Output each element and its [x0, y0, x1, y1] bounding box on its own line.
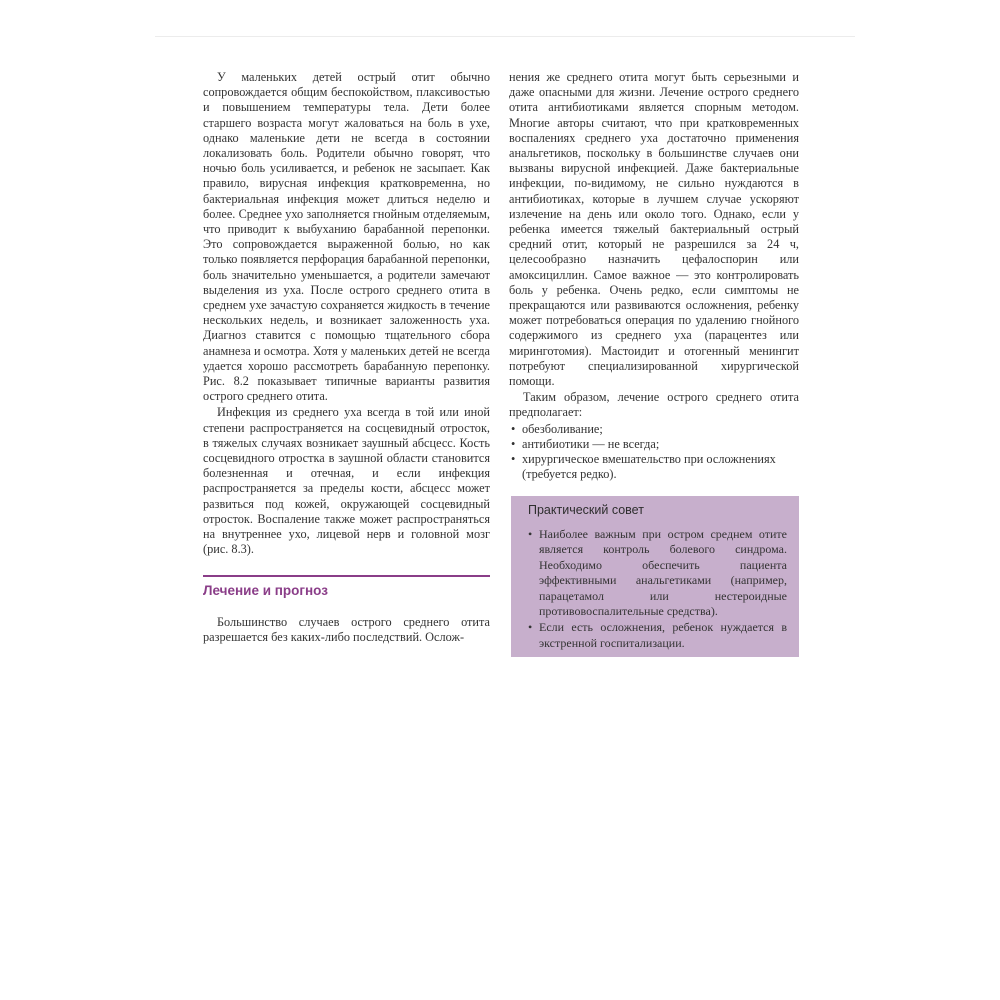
advice-item: • Наиболее важным при остром среднем отите является контроль болевого синдрома. Необходимо обеспечить пациента эффективными анальгетиками (например, парацетамол или нестероидные противовоспалительные средства). — [528, 527, 787, 619]
practical-advice-box — [511, 496, 799, 657]
advice-list — [528, 527, 787, 651]
paragraph-complications: Инфекция из среднего уха всегда в той или иной степени распространяется на сосцевидный отросток, в тяжелых случаях возникает заушный абсцесс. Кость сосцевидного отростка в заушной области становится болезненная и отечная, и если инфекция распространяется за пределы кости, абсцесс может развиться под кожей, окружающей сосцевидный отросток. Воспаление также может распространяться на внутреннее ухо, лицевой нерв и головной мозг (рис. 8.3). — [203, 405, 490, 557]
left-column — [203, 70, 490, 645]
list-item: • антибиотики — не всегда; — [509, 437, 799, 452]
list-item: • обезболивание; — [509, 422, 799, 437]
list-item: • хирургическое вмешательство при осложнениях (требуется редко). — [509, 452, 799, 482]
treatment-list — [509, 422, 799, 483]
paragraph-symptoms: У маленьких детей острый отит обычно сопровождается общим беспокойством, плаксивостью и повышением температуры тела. Дети более старшего возраста могут жаловаться на боль в ухе, однако маленькие дети не всегда в состоянии локализовать боль. Родители обычно говорят, что ночью боль усиливается, и ребенок не засыпает. Как правило, вирусная инфекция кратковременна, но бактериальная инфекция может длиться неделю и более. Среднее ухо заполняется гнойным отделяемым, что приводит к выбуханию барабанной перепонки. Это сопровождается выраженной болью, но как только появляется перфорация барабанной перепонки, боль значительно уменьшается, а родители замечают выделения из уха. После острого среднего отита в среднем ухе зачастую сохраняется жидкость в течение нескольких недель, и возникает заложенность уха. Диагноз ставится с помощью тщательного сбора анамнеза и осмотра. Хотя у маленьких детей не всегда удается хорошо рассмотреть барабанную перепонку. Рис. 8.2 показывает типичные варианты развития острого среднего отита. — [203, 70, 490, 404]
advice-title: Практический совет — [528, 503, 644, 517]
advice-item: • Если есть осложнения, ребенок нуждается в экстренной госпитализации. — [528, 620, 787, 651]
paragraph-treatment-summary: Таким образом, лечение острого среднего отита предполагает: — [509, 390, 799, 420]
section-heading-treatment: Лечение и прогноз — [203, 575, 490, 599]
right-column — [509, 70, 799, 482]
top-divider — [155, 36, 855, 37]
paragraph-treatment-continued: нения же среднего отита могут быть серьезными и даже опасными для жизни. Лечение острого среднего отита антибиотиками является спорным методом. Многие авторы считают, что при кратковременных воспалениях среднего уха достаточно применения анальгетиков, поскольку в большинстве случаев они вызваны вирусной инфекцией. Даже бактериальные инфекции, по-видимому, не сильно нуждаются в антибиотиках, которые в лучшем случае ускоряют излечение на день или около того. Однако, если у ребенка имеется тяжелый бактериальный острый средний отит, который не разрешился за 24 ч, целесообразно назначить цефалоспорин или амоксициллин. Самое важное — это контролировать боль у ребенка. Очень редко, если симптомы не прекращаются или развиваются осложнения, ребенку может потребоваться операция по удалению гнойного содержимого из среднего уха (парацентез или миринготомия). Мастоидит и отогенный менингит потребуют специализированной хирургической помощи. — [509, 70, 799, 389]
paragraph-treatment-intro: Большинство случаев острого среднего отита разрешается без каких-либо последствий. Ослож- — [203, 614, 490, 644]
